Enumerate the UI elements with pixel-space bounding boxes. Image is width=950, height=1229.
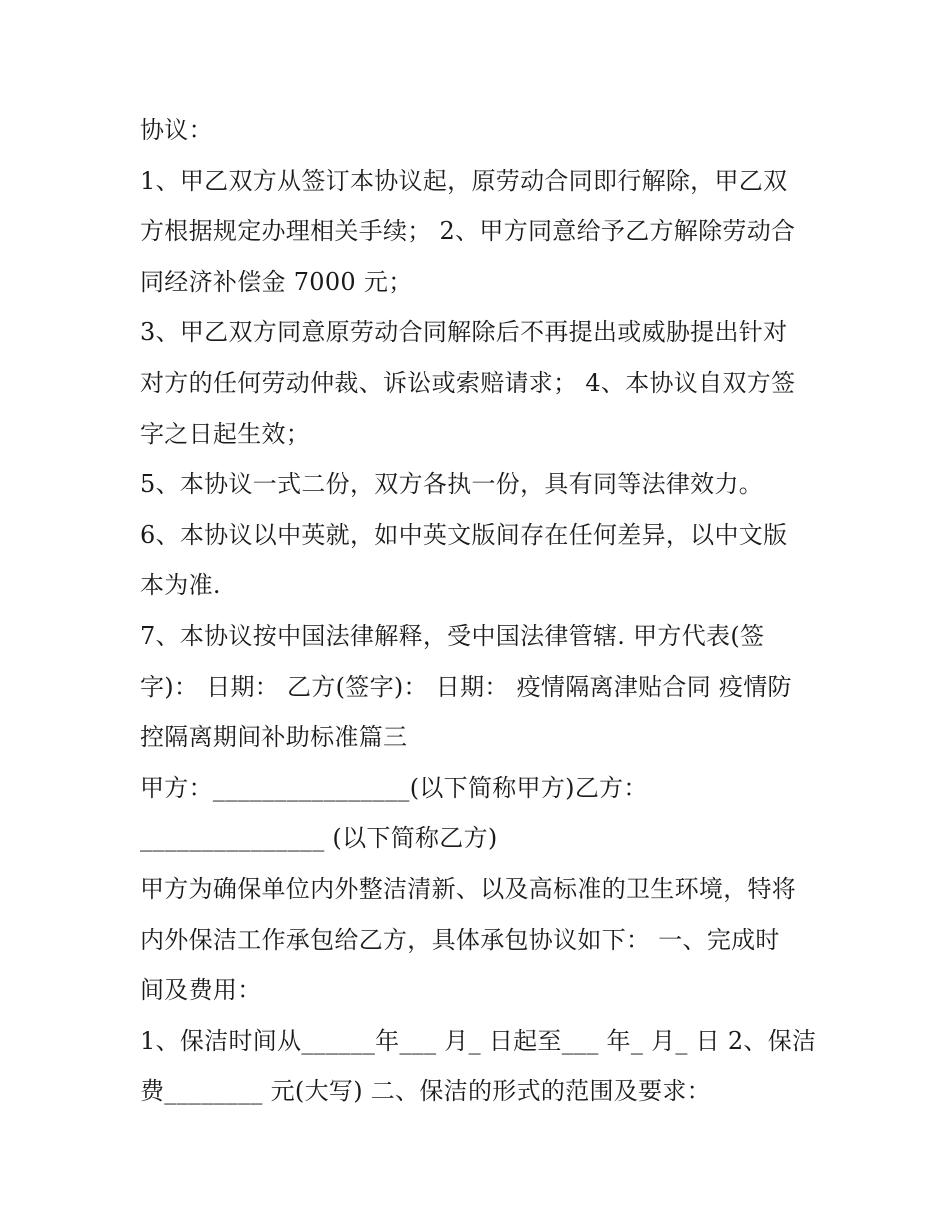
text-line: 间及费用： (140, 976, 262, 1004)
text-line: 内外保洁工作承包给乙方，具体承包协议如下： 一、完成时 (140, 926, 780, 954)
text-line: 控隔离期间补助标准篇三 (140, 723, 408, 751)
text-line: 对方的任何劳动仲裁、诉讼或索赔请求； 4、本协议自双方签 (140, 369, 796, 397)
text-line: 字之日起生效； (140, 420, 311, 448)
text-line: 费________ 元(大写) 二、保洁的形式的范围及要求： (140, 1077, 711, 1105)
text-line: _______________ (以下简称乙方) (140, 824, 498, 852)
text-line: 3、甲乙双方同意原劳动合同解除后不再提出或威胁提出针对 (140, 318, 788, 346)
text-line: 甲方：________________(以下简称甲方)乙方： (140, 774, 648, 802)
text-line: 1、保洁时间从______年___ 月_ 日起至___ 年_ 月_ 日 2、保洁 (140, 1027, 817, 1055)
text-line: 甲方为确保单位内外整洁清新、以及高标准的卫生环境，特将 (140, 875, 797, 903)
text-line: 7、本协议按中国法律解释，受中国法律管辖. 甲方代表(签 (140, 622, 765, 650)
text-line: 5、本协议一式二份，双方各执一份，具有同等法律效力。 (140, 470, 764, 498)
text-line: 1、甲乙双方从签订本协议起，原劳动合同即行解除，甲乙双 (140, 167, 788, 195)
text-line: 同经济补偿金 7000 元； (140, 268, 413, 296)
text-line: 本为准. (140, 571, 221, 599)
text-line: 协议： (140, 116, 213, 144)
text-line: 方根据规定办理相关手续； 2、甲方同意给予乙方解除劳动合 (140, 217, 796, 245)
text-line: 字)： 日期： 乙方(签字)： 日期： 疫情隔离津贴合同 疫情防 (140, 673, 792, 701)
text-line: 6、本协议以中英就，如中英文版间存在任何差异，以中文版 (140, 521, 788, 549)
